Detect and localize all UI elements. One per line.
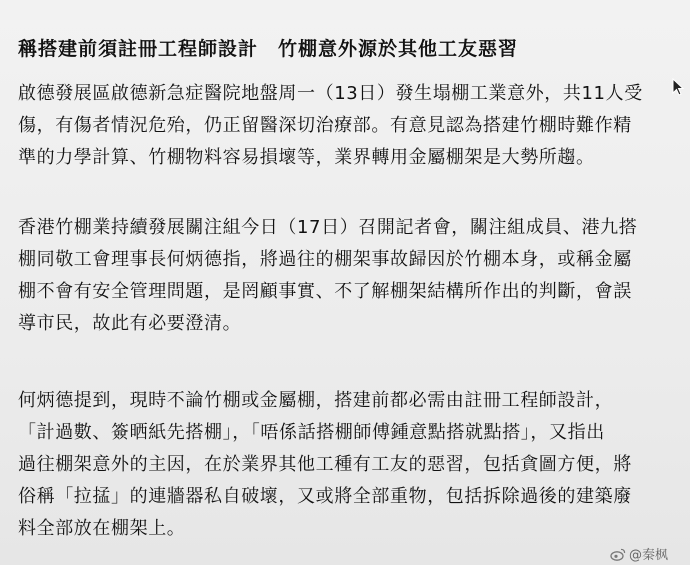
paragraph-2 xyxy=(18,212,680,340)
paragraph-line: 準的力學計算、竹棚物料容易損壞等，業界轉用金屬棚架是大勢所趨。 xyxy=(18,147,595,168)
paragraph-line: 何炳德提到，現時不論竹棚或金屬棚，搭建前都必需由註冊工程師設計， xyxy=(18,390,614,411)
paragraph-line: 棚同敬工會理事長何炳德指，將過往的棚架事故歸因於竹棚本身，或稱金屬 xyxy=(18,249,632,270)
paragraph-line: 香港竹棚業持續發展關注組今日（17日）召開記者會，關注組成員、港九搭 xyxy=(18,217,638,238)
paragraph-line: 俗稱「拉掹」的連牆器私自破壞，又或將全部重物，包括拆除過後的建築廢 xyxy=(18,486,632,507)
weibo-icon xyxy=(610,547,626,561)
paragraph-line: 棚不會有安全管理問題，是罔顧事實、不了解棚架結構所作出的判斷，會誤 xyxy=(18,281,632,302)
paragraph-line: 導市民，故此有必要澄清。 xyxy=(18,313,242,334)
paragraph-line: 料全部放在棚架上。 xyxy=(18,518,186,539)
paragraph-line: 過往棚架意外的主因，在於業界其他工種有工友的惡習，包括貪圖方便，將 xyxy=(18,454,632,475)
article-headline: 稱搭建前須註冊工程師設計 竹棚意外源於其他工友惡習 xyxy=(18,38,519,60)
article-body xyxy=(18,78,680,545)
paragraph-3 xyxy=(18,385,680,545)
watermark xyxy=(610,544,668,563)
mouse-pointer-icon xyxy=(672,78,684,96)
paragraph-1 xyxy=(18,78,680,174)
watermark-text: @秦枫 xyxy=(629,548,669,563)
paragraph-line: 傷，有傷者情況危殆，仍正留醫深切治療部。有意見認為搭建竹棚時難作精 xyxy=(18,115,632,136)
paragraph-line: 「計過數、簽晒紙先搭棚」，「唔係話搭棚師傅鍾意點搭就點搭」，又指出 xyxy=(18,422,605,443)
paragraph-line: 啟德發展區啟德新急症醫院地盤周一（13日）發生塌棚工業意外，共11人受 xyxy=(18,83,643,104)
